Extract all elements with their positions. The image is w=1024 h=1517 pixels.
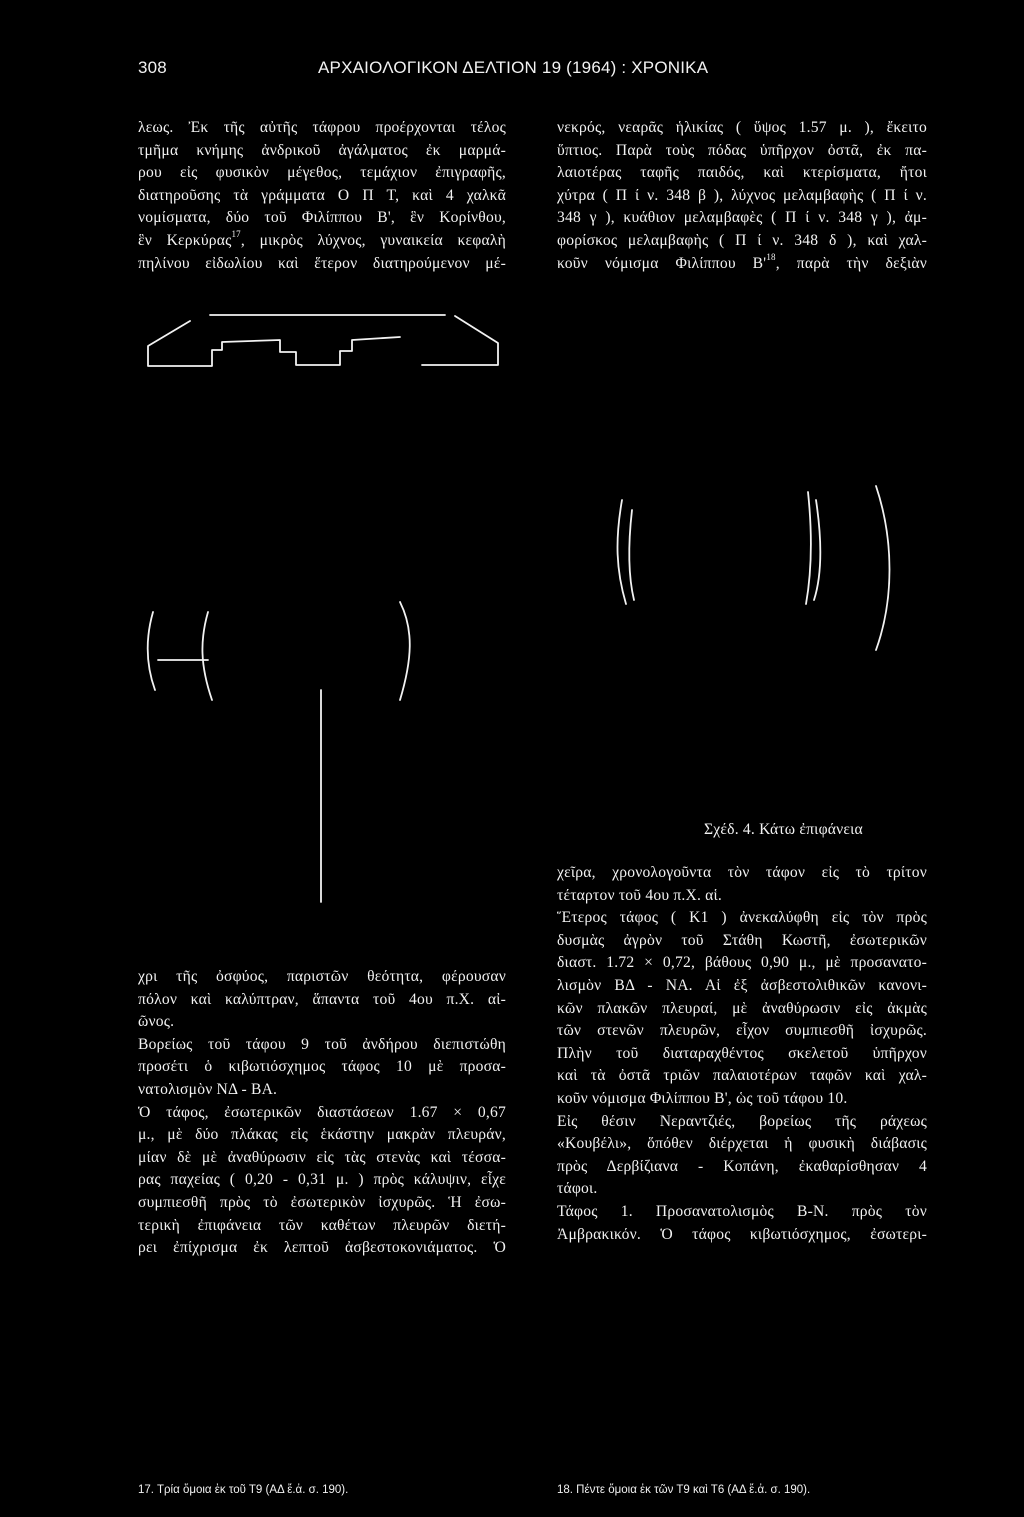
text-line: καὶ τὰ ὀστᾶ τριῶν παλαιοτέρων ταφῶν καὶ χαλ- xyxy=(557,1067,927,1085)
fragment-line xyxy=(400,602,410,700)
text-line: φορίσκος μελαμβαφὴς ( Π ί ν. 348 δ ), καὶ χαλ- xyxy=(557,231,927,249)
fragment-line xyxy=(617,500,626,604)
footnote-17: 17. Τρία ὅμοια ἐκ τοῦ Τ9 (ΑΔ ἔ.ἀ. σ. 190). xyxy=(138,1484,349,1496)
text-line: Βορείως τοῦ τάφου 9 τοῦ ἀνδήρου διεπιστώθη xyxy=(138,1035,506,1053)
text-line: τάφοι. xyxy=(557,1180,598,1198)
text-line: νατολισμὸν ΝΔ - ΒΑ. xyxy=(138,1080,278,1098)
text-line: χεῖρα, χρονολογοῦντα τὸν τάφον εἰς τὸ τρίτον xyxy=(557,864,927,881)
fragment-line xyxy=(202,612,212,700)
footnote-ref-18: 18 xyxy=(766,251,776,262)
text-column-bottom-right xyxy=(557,862,927,1246)
text-fragment: , μικρὸς λύχνος, γυναικεία κεφαλὴ xyxy=(240,231,506,249)
profile-outline-left xyxy=(148,321,400,366)
fragment-line xyxy=(148,612,155,690)
text-column-bottom-left xyxy=(138,966,506,1260)
text-line: Πλὴν τοῦ διαταραχθέντος σκελετοῦ ὑπῆρχον xyxy=(557,1044,927,1062)
text-fragment: , παρὰ τὴν δεξιὰν xyxy=(775,254,927,272)
text-line-with-footnote xyxy=(557,253,927,276)
text-line: διατηροῦσης τὰ γράμματα Ο Π Τ, καὶ 4 χαλκᾶ xyxy=(138,186,506,204)
fragment-line xyxy=(629,510,634,600)
text-line: τμῆμα κνήμης ἀνδρικοῦ ἀγάλματος ἐκ μαρμά- xyxy=(138,141,506,159)
text-line: ῶνος. xyxy=(138,1013,175,1031)
text-line: Ὁ τάφος, ἐσωτερικῶν διαστάσεων 1.67 × 0,67 xyxy=(138,1103,506,1121)
text-fragment: ἓν Κερκύρας xyxy=(138,231,232,249)
text-line: πρὸς Δερβίζιανα - Κοπάνη, ἐκαθαρίσθησαν 4 xyxy=(557,1157,927,1175)
text-fragment: κοῦν νόμισμα Φιλίππου Β' xyxy=(557,254,767,272)
footnote-ref-17: 17 xyxy=(231,228,241,239)
text-line: κῶν πλακῶν πλευραί, μὲ ἀναθύρωσιν εἰς ἀκμὰς xyxy=(557,999,927,1017)
text-line: νεκρός, νεαρᾶς ἡλικίας ( ὕψος 1.57 μ. ), ἔκειτο xyxy=(557,119,927,136)
text-line: συμπιεσθῆ πρὸς τὸ ἐσωτερικὸν ἰσχυρῶς. Ἡ ἐσω- xyxy=(138,1193,506,1211)
text-line: λισμὸν ΒΔ - ΝΑ. Αἱ ἐξ ἀσβεστολιθικῶν κανονι- xyxy=(557,976,927,994)
text-line: ρει ἐπίχρισμα ἐκ λεπτοῦ ἀσβεστοκονιάματος. Ὁ xyxy=(138,1239,506,1257)
text-line: 348 γ ), κυάθιον μελαμβαφὲς ( Π ί ν. 348 γ ), ἀμ- xyxy=(557,209,927,227)
text-line: ρας παχείας ( 0,20 - 0,31 μ. ) πρὸς κάλυψιν, εἶχε xyxy=(138,1171,506,1189)
text-line-with-footnote xyxy=(138,230,506,253)
text-line: τερικὴ ἐπιφάνεια τῶν καθέτων πλευρῶν διετή- xyxy=(138,1216,506,1234)
profile-outline-right xyxy=(422,316,498,365)
figure-caption: Σχέδ. 4. Κάτω ἐπιφάνεια xyxy=(704,821,863,838)
fragment-line xyxy=(876,486,890,650)
text-line: προσέτι ὁ κιβωτιόσχημος τάφος 10 μὲ προσα- xyxy=(138,1058,506,1076)
text-column-top-right xyxy=(557,117,927,275)
text-line: διαστ. 1.72 × 0,72, βάθους 0,90 μ., μὲ προσανατο- xyxy=(557,954,927,972)
text-line: χρι τῆς ὀσφύος, παριστῶν θεότητα, φέρουσαν xyxy=(138,968,506,985)
text-line: Ἕτερος τάφος ( Κ1 ) ἀνεκαλύφθη εἰς τὸν πρὸς xyxy=(557,909,927,927)
text-line: δυσμὰς ἀγρὸν τοῦ Στάθη Κωστῆ, ἐσωτερικῶν xyxy=(557,931,927,949)
text-line: μ., μὲ δύο πλάκας εἰς ἑκάστην μακρὰν πλευράν, xyxy=(138,1126,506,1144)
text-line: Ἀμβρακικόν. Ὁ τάφος κιβωτιόσχημος, ἐσωτερι- xyxy=(557,1225,927,1243)
text-line: μίαν δὲ μὲ ἀναθύρωσιν εἰς τὰς στενὰς καὶ τέσσα- xyxy=(138,1148,506,1166)
text-line: πόλον καὶ καλύπτραν, ἅπαντα τοῦ 4ου π.Χ. αἰ- xyxy=(138,990,506,1008)
text-line: ὕπτιος. Παρὰ τοὺς πόδας ὑπῆρχον ὀστᾶ, ἐκ πα- xyxy=(557,141,927,159)
text-column-top-left xyxy=(138,117,506,275)
fragment-line xyxy=(814,500,820,600)
text-line: κοῦν νόμισμα Φιλίππου Β', ὡς τοῦ τάφου 10. xyxy=(557,1089,848,1107)
text-line: νομίσματα, δύο τοῦ Φιλίππου Β', ἓν Κορίνθου, xyxy=(138,209,506,227)
text-line: λαιοτέρας ταφῆς παιδός, καὶ κτερίσματα, ἤτοι xyxy=(557,164,927,182)
running-header xyxy=(0,58,1024,88)
text-line: λεως. Ἐκ τῆς αὐτῆς τάφρου προέρχονται τέλος xyxy=(138,119,506,136)
page-number: 308 xyxy=(138,58,167,77)
footnote-18: 18. Πέντε ὅμοια ἐκ τῶν Τ9 καὶ Τ6 (ΑΔ ἔ.ἀ. σ. 190). xyxy=(557,1484,811,1496)
running-title: ΑΡΧΑΙΟΛΟΓΙΚΟΝ ΔΕΛΤΙΟΝ 19 (1964) : ΧΡΟΝΙΚΑ xyxy=(318,58,709,77)
text-line: Εἰς θέσιν Νεραντζιές, βορείως τῆς ράχεως xyxy=(557,1112,927,1130)
fragment-line xyxy=(806,492,811,604)
text-line: πηλίνου εἰδωλίου καὶ ἕτερον διατηρούμενον μέ- xyxy=(138,254,506,272)
text-line: Τάφος 1. Προσανατολισμὸς Β-Ν. πρὸς τὸν xyxy=(557,1202,927,1220)
text-line: χύτρα ( Π ί ν. 348 β ), λύχνος μελαμβαφὴς ( Π ί ν. xyxy=(557,186,927,204)
text-line: «Κουβέλι», ὅπόθεν διέρχεται ἡ φυσικὴ διάβασις xyxy=(557,1135,927,1153)
text-line: ρου εἰς φυσικὸν μέγεθος, τεμάχιον ἐπιγραφῆς, xyxy=(138,164,506,182)
text-line: τῶν στενῶν πλευρῶν, εἶχον συμπιεσθῆ ἰσχυρῶς. xyxy=(557,1022,927,1040)
text-line: τέταρτον τοῦ 4ου π.Χ. αἱ. xyxy=(557,886,723,904)
